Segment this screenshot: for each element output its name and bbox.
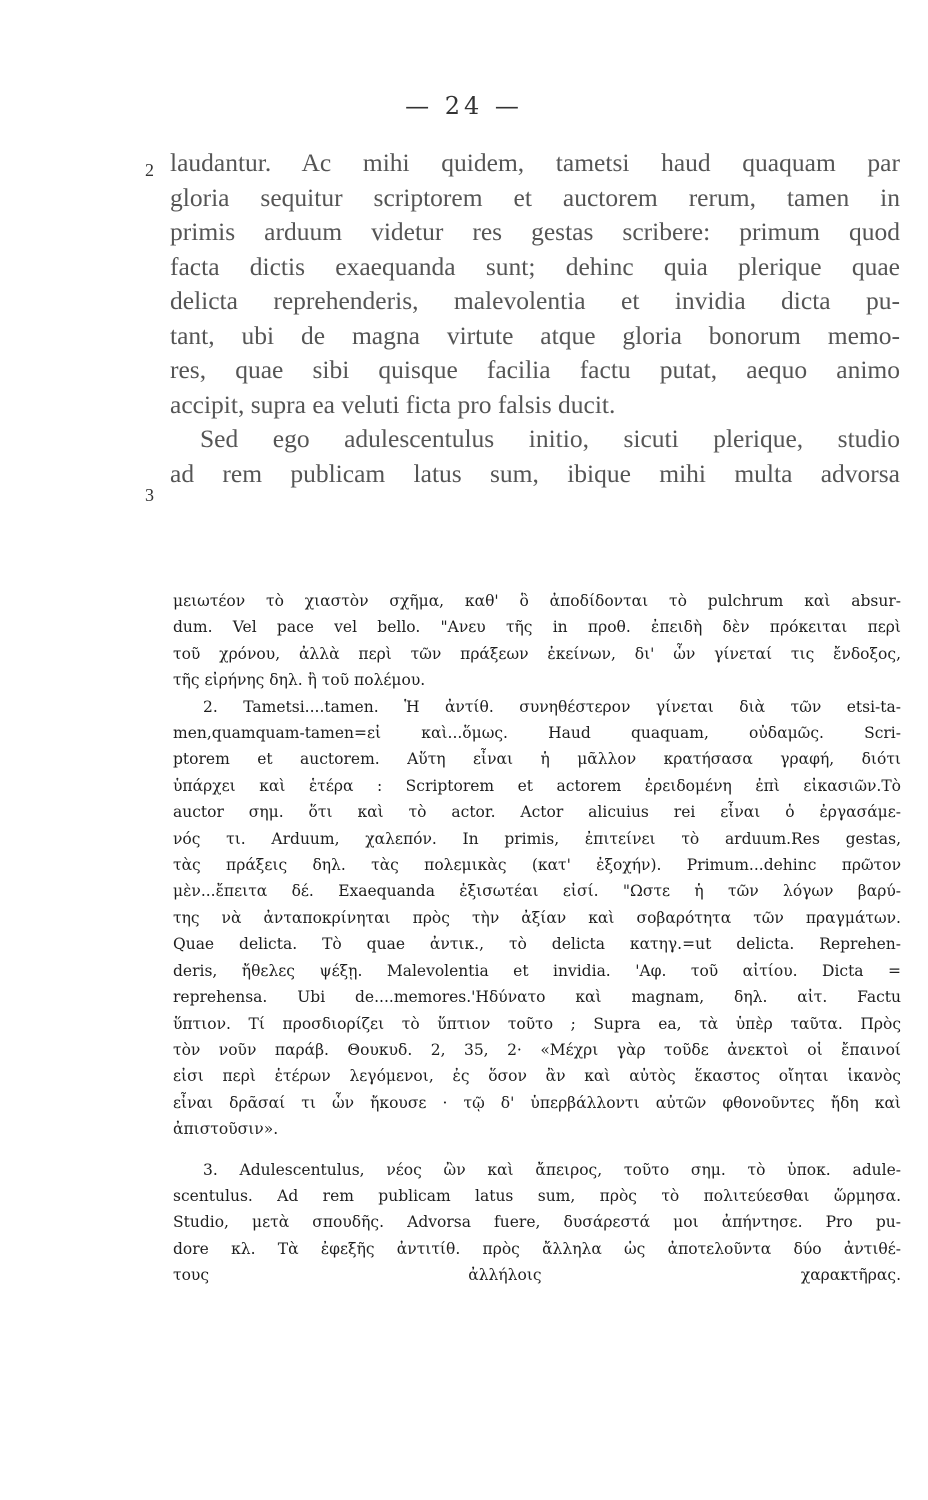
page-number: — 24 — [405, 92, 523, 120]
main-text-line: res, quae sibi quisque facilia factu putat, aequo animo [170, 355, 900, 384]
note-line: auctor σημ. ὅτι καὶ τὸ actor. Actor alicuius rei εἶναι ὁ ἐργασάμε- [173, 803, 901, 822]
note-line: ἀπιστοῦσιν». [173, 1120, 279, 1139]
note-line: dum. Vel pace vel bello. "Ανευ τῆς in προθ. ἐπειδὴ δὲν πρόκειται περὶ [173, 618, 901, 637]
note-line: τῆς εἰρήνης δηλ. ἢ τοῦ πολέμου. [173, 671, 426, 690]
note-line: τοῦ χρόνου, ἀλλὰ περὶ τῶν πράξεων ἐκείνων, δι' ὧν γίνεταί τις ἔνδοξος, [173, 644, 901, 663]
main-text [170, 146, 900, 491]
note-line: ptorem et auctorem. Αὕτη εἶναι ἡ μᾶλλον κρατήσασα γραφή, διότι [173, 750, 901, 769]
note-line: μειωτέον τὸ χιαστὸν σχῆμα, καθ' ὃ ἀποδίδονται τὸ pulchrum καὶ absur- [173, 592, 901, 610]
note-line: τους ἀλλήλοις χαρακτῆρας. [173, 1266, 901, 1285]
note-line: deris, ἤθελες ψέξῃ. Malevolentia et invidia. 'Αφ. τοῦ αἰτίου. Dicta = [173, 961, 901, 980]
main-text-line: facta dictis exaequanda sunt; dehinc quia plerique quae [170, 251, 900, 281]
note-line: μὲν...ἔπειτα δέ. Exaequanda ἐξισωτέαι εἰσί. "Ωστε ἡ τῶν λόγων βαρύ- [173, 882, 901, 901]
main-text-line: ad rem publicam latus sum, ibique mihi multa advorsa [170, 458, 900, 488]
margin-number-2: 2 [145, 160, 154, 180]
note-line: της νὰ ἀνταποκρίνηται πρὸς τὴν ἀξίαν καὶ σοβαρότητα τῶν πραγμάτων. [173, 908, 901, 927]
note-line: τὸν νοῦν παράβ. Θουκυδ. 2, 35, 2· «Μέχρι γὰρ τοῦδε ἀνεκτοὶ οἱ ἔπαινοί [173, 1040, 901, 1059]
note-line: 3. Adulescentulus, νέος ὢν καὶ ἄπειρος, τοῦτο σημ. τὸ ὑποκ. adule- [203, 1160, 901, 1179]
margin-number-3: 3 [145, 485, 154, 505]
note-line: Studio, μετὰ σπουδῆς. Advorsa fuere, δυσάρεστά μοι ἀπήντησε. Pro pu- [173, 1213, 901, 1232]
main-text-line: primis arduum videtur res gestas scribere: primum quod [170, 217, 900, 246]
note-line: men,quamquam-tamen=εἰ καὶ...ὅμως. Haud quaquam, οὐδαμῶς. Scri- [173, 724, 901, 743]
note-line: νός τι. Arduum, χαλεπόν. In primis, ἐπιτείνει τὸ arduum.Res gestas, [173, 829, 901, 848]
note-line: Quae delicta. Τὸ quae ἀντικ., τὸ delicta κατηγ.=ut delicta. Reprehen- [173, 935, 901, 954]
note-line: τὰς πράξεις δηλ. τὰς πολεμικὰς (κατ' ἐξοχήν). Primum...dehinc πρῶτον [173, 856, 901, 875]
note-line: ὕπτιον. Τί προσδιορίζει τὸ ὕπτιον τοῦτο ; Supra ea, τὰ ὑπὲρ ταῦτα. Πρὸς [173, 1014, 901, 1033]
note-line: ὑπάρχει καὶ ἑτέρα : Scriptorem et actorem ἐρειδομένη ἐπὶ εἰκασιῶν.Τὸ [173, 776, 901, 795]
note-line: εἶναι δρᾶσαί τι ὧν ἤκουσε · τῷ δ' ὑπερβάλλοντι αὐτῶν φθονοῦντες ἤδη καὶ [173, 1093, 901, 1112]
note-line: reprehensa. Ubi de....memores.'Ηδύνατο καὶ magnam, δηλ. αἰτ. Factu [173, 988, 901, 1007]
note-line: εἰσι περὶ ἑτέρων λεγόμενοι, ἐς ὅσον ἂν καὶ αὐτὸς ἕκαστος οἴηται ἱκανὸς [173, 1067, 901, 1086]
note-line: 2. Tametsi....tamen. Ἡ ἀντίθ. συνηθέστερον γίνεται διὰ τῶν etsi-ta- [203, 697, 901, 716]
main-text-line: gloria sequitur scriptorem et auctorem rerum, tamen in [170, 182, 900, 212]
note-line: dore κλ. Τὰ ἐφεξῆς ἀντιτίθ. πρὸς ἄλληλα ὡς ἀποτελοῦντα δύο ἀντιθέ- [173, 1239, 901, 1258]
main-text-line: laudantur. Ac mihi quidem, tametsi haud quaquam par [170, 148, 900, 177]
note-line: scentulus. Ad rem publicam latus sum, πρὸς τὸ πολιτεύεσθαι ὥρμησα. [173, 1186, 901, 1205]
commentary-notes [173, 588, 901, 1289]
main-text-line: tant, ubi de magna virtute atque gloria bonorum memo- [170, 320, 900, 350]
main-text-line: Sed ego adulescentulus initio, sicuti plerique, studio [200, 424, 900, 453]
main-text-line: accipit, supra ea veluti ficta pro falsis ducit. [170, 389, 616, 419]
note-gap [173, 1143, 901, 1157]
main-text-line: delicta reprehenderis, malevolentia et invidia dicta pu- [170, 286, 900, 315]
